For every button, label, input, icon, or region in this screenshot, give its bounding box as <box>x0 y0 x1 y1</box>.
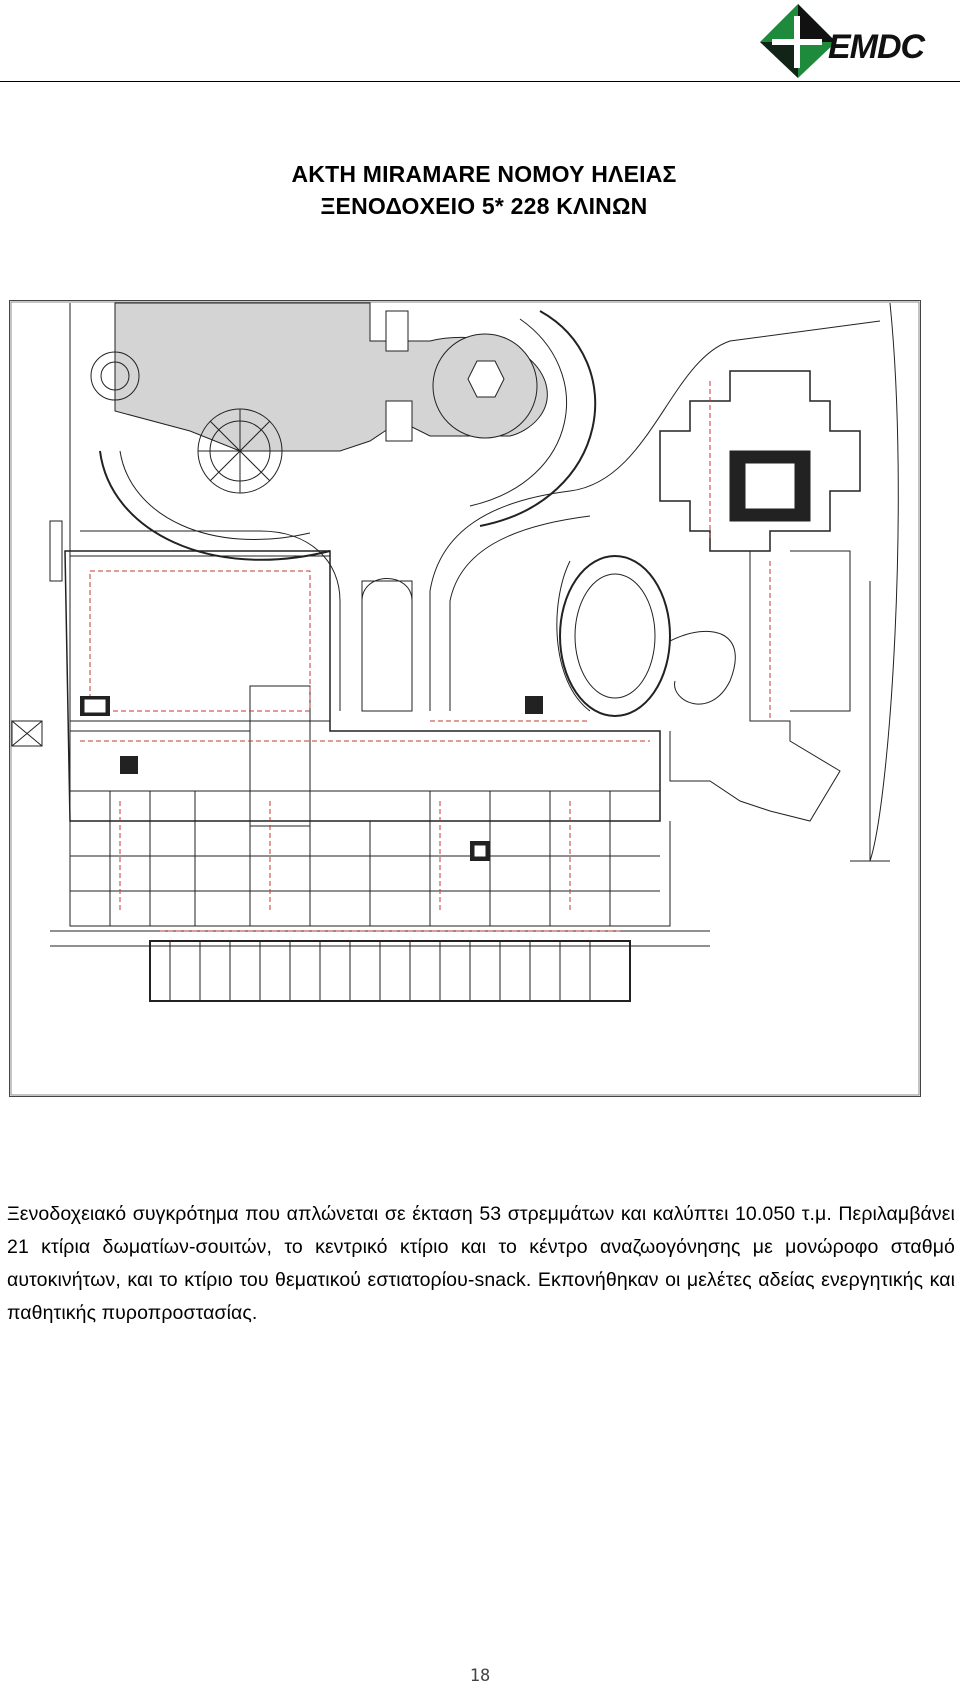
project-description: Ξενοδοχειακό συγκρότημα που απλώνεται σε έκταση 53 στρεμμάτων και καλύπτει 10.050 τ.μ. Περιλαμβάνει 21 κτίρια δωματίων-σουιτών, το κεντρικό κτίριο και το κέντρο αναζωογόνησης με μονώροφο σταθμό αυτοκινήτων, και το κτίριο του θεματικού εστιατορίου-snack. Εκπονήθηκαν οι μελέτες αδείας ενεργητικής και παθητικής πυροπροστασίας. <box>7 1203 955 1324</box>
logo-text: EMDC <box>828 28 925 66</box>
floor-plan-drawing <box>10 301 920 1096</box>
floor-plan-image <box>9 300 921 1097</box>
title-line-1: ΑΚΤΗ MIRAMARE ΝΟΜΟΥ ΗΛΕΙΑΣ <box>291 161 677 187</box>
document-title <box>0 158 960 222</box>
title-line-2: ΞΕΝΟΔΟΧΕΙΟ 5* 228 ΚΛΙΝΩΝ <box>320 193 648 219</box>
header-divider <box>0 81 960 82</box>
emdc-logo <box>756 2 952 80</box>
emdc-logo-graphic <box>756 2 952 80</box>
page-number: 18 <box>469 1666 491 1686</box>
